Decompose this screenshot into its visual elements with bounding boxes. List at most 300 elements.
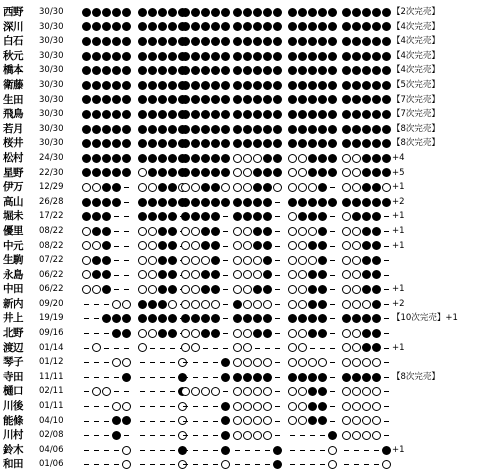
available-mark: [112, 300, 121, 309]
sold-out-mark: [122, 37, 131, 46]
no-slot-mark: [170, 464, 175, 465]
no-slot-mark: [160, 435, 165, 436]
available-mark: [308, 183, 317, 192]
sold-out-mark: [102, 125, 111, 134]
sold-out-mark: [308, 329, 317, 338]
sold-out-mark: [211, 110, 220, 119]
sold-out-mark: [138, 22, 147, 31]
no-slot-mark: [245, 450, 250, 451]
available-mark: [148, 227, 157, 236]
sold-out-mark: [122, 373, 131, 382]
sold-out-mark: [92, 110, 101, 119]
table-row: [0, 224, 480, 239]
available-mark: [92, 343, 101, 352]
table-row: [0, 209, 480, 224]
available-mark: [148, 285, 157, 294]
sold-out-mark: [253, 110, 262, 119]
available-mark: [82, 270, 91, 279]
sold-out-mark: [92, 256, 101, 265]
no-slot-mark: [160, 391, 165, 392]
sold-out-mark: [211, 52, 220, 61]
available-mark: [253, 402, 262, 411]
sold-out-mark: [342, 66, 351, 75]
sold-out-mark: [122, 81, 131, 90]
sold-out-mark: [211, 95, 220, 104]
sold-out-mark: [273, 168, 282, 177]
sold-out-mark: [92, 198, 101, 207]
no-slot-mark: [84, 391, 89, 392]
sold-out-mark: [362, 81, 371, 90]
sold-count: 30/30: [39, 94, 64, 105]
table-row: [0, 457, 480, 472]
sold-out-mark: [92, 37, 101, 46]
sold-out-mark: [168, 66, 177, 75]
sold-out-mark: [318, 314, 327, 323]
sold-out-mark: [352, 110, 361, 119]
available-mark: [342, 300, 351, 309]
sold-out-mark: [102, 52, 111, 61]
sold-out-mark: [372, 198, 381, 207]
sold-out-mark: [201, 37, 210, 46]
no-slot-mark: [344, 450, 349, 451]
sold-out-mark: [263, 227, 272, 236]
sold-out-mark: [273, 8, 282, 17]
no-slot-mark: [94, 304, 99, 305]
sold-out-mark: [191, 125, 200, 134]
sold-out-mark: [122, 8, 131, 17]
sold-out-mark: [112, 66, 121, 75]
sold-out-mark: [233, 110, 242, 119]
sold-out-mark: [328, 8, 337, 17]
member-name: 寺田: [3, 370, 23, 383]
sold-out-mark: [342, 314, 351, 323]
sold-out-mark: [181, 81, 190, 90]
sold-out-mark: [191, 66, 200, 75]
sold-out-mark: [288, 125, 297, 134]
sold-out-mark: [92, 22, 101, 31]
sold-out-mark: [298, 81, 307, 90]
sold-out-mark: [82, 81, 91, 90]
sold-out-mark: [122, 125, 131, 134]
available-mark: [288, 154, 297, 163]
sold-out-mark: [168, 270, 177, 279]
sold-out-mark: [372, 154, 381, 163]
no-slot-mark: [255, 464, 260, 465]
sold-out-mark: [362, 183, 371, 192]
sold-out-mark: [138, 154, 147, 163]
sold-count: 04/10: [39, 415, 64, 426]
no-slot-mark: [114, 275, 119, 276]
member-name: 伊万: [3, 181, 23, 194]
sold-out-mark: [362, 241, 371, 250]
sold-out-mark: [82, 95, 91, 104]
available-mark: [243, 343, 252, 352]
available-mark: [352, 183, 361, 192]
sold-out-mark: [112, 329, 121, 338]
available-mark: [288, 241, 297, 250]
sold-out-mark: [362, 110, 371, 119]
status-note: +2: [392, 298, 405, 309]
sold-out-mark: [263, 241, 272, 250]
available-mark: [342, 431, 351, 440]
no-slot-mark: [275, 377, 280, 378]
no-slot-mark: [223, 391, 228, 392]
sold-out-mark: [191, 314, 200, 323]
sold-out-mark: [102, 168, 111, 177]
available-mark: [191, 256, 200, 265]
no-slot-mark: [213, 464, 218, 465]
sold-out-mark: [243, 37, 252, 46]
sold-out-mark: [318, 168, 327, 177]
sold-out-mark: [221, 402, 230, 411]
no-slot-mark: [84, 304, 89, 305]
sold-out-mark: [221, 110, 230, 119]
available-mark: [233, 402, 242, 411]
table-row: [0, 195, 480, 210]
available-mark: [288, 256, 297, 265]
sold-out-mark: [138, 125, 147, 134]
available-mark: [298, 343, 307, 352]
available-mark: [148, 270, 157, 279]
sold-out-mark: [122, 329, 131, 338]
available-mark: [342, 416, 351, 425]
sold-out-mark: [158, 183, 167, 192]
available-mark: [191, 285, 200, 294]
no-slot-mark: [84, 333, 89, 334]
available-mark: [352, 329, 361, 338]
sold-out-mark: [328, 22, 337, 31]
sold-out-mark: [298, 212, 307, 221]
sold-out-mark: [362, 373, 371, 382]
sold-out-mark: [273, 95, 282, 104]
status-note: 【8次完売】: [392, 138, 440, 149]
sold-out-mark: [148, 168, 157, 177]
sold-out-mark: [148, 125, 157, 134]
sold-out-mark: [342, 22, 351, 31]
no-slot-mark: [84, 318, 89, 319]
sold-out-mark: [221, 139, 230, 148]
sold-count: 19/19: [39, 313, 64, 324]
sold-out-mark: [318, 416, 327, 425]
no-slot-mark: [310, 435, 315, 436]
sold-out-mark: [168, 95, 177, 104]
available-mark: [298, 256, 307, 265]
no-slot-mark: [213, 421, 218, 422]
no-slot-mark: [275, 231, 280, 232]
no-slot-mark: [275, 289, 280, 290]
sold-out-mark: [158, 95, 167, 104]
sold-out-mark: [122, 314, 131, 323]
available-mark: [233, 256, 242, 265]
sold-out-mark: [191, 52, 200, 61]
available-mark: [181, 285, 190, 294]
sold-count: 07/22: [39, 255, 64, 266]
no-slot-mark: [94, 421, 99, 422]
status-note: 【5次完売】: [392, 79, 440, 90]
sold-out-mark: [112, 139, 121, 148]
sold-out-mark: [243, 314, 252, 323]
available-mark: [352, 154, 361, 163]
sold-out-mark: [318, 183, 327, 192]
available-mark: [342, 168, 351, 177]
sold-out-mark: [158, 52, 167, 61]
status-note: 【8次完売】: [392, 371, 440, 382]
sold-out-mark: [298, 139, 307, 148]
sold-out-mark: [362, 37, 371, 46]
sold-out-mark: [201, 314, 210, 323]
sold-out-mark: [221, 198, 230, 207]
sold-out-mark: [372, 314, 381, 323]
sold-out-mark: [342, 95, 351, 104]
no-slot-mark: [140, 377, 145, 378]
sold-out-mark: [211, 154, 220, 163]
available-mark: [342, 241, 351, 250]
available-mark: [211, 387, 220, 396]
sold-out-mark: [82, 154, 91, 163]
no-slot-mark: [245, 464, 250, 465]
status-note: +1: [392, 182, 405, 193]
no-slot-mark: [223, 333, 228, 334]
sold-out-mark: [112, 37, 121, 46]
sold-out-mark: [168, 314, 177, 323]
no-slot-mark: [94, 333, 99, 334]
available-mark: [138, 329, 147, 338]
sold-out-mark: [263, 66, 272, 75]
sold-count: 24/30: [39, 152, 64, 163]
no-slot-mark: [114, 377, 119, 378]
sold-out-mark: [92, 154, 101, 163]
no-slot-mark: [183, 406, 188, 407]
available-mark: [148, 183, 157, 192]
sold-count: 08/22: [39, 240, 64, 251]
sold-out-mark: [362, 154, 371, 163]
sold-out-mark: [362, 168, 371, 177]
sold-out-mark: [201, 198, 210, 207]
sold-out-mark: [253, 285, 262, 294]
sold-out-mark: [308, 402, 317, 411]
sold-out-mark: [221, 37, 230, 46]
sold-out-mark: [253, 241, 262, 250]
sold-out-mark: [382, 168, 391, 177]
table-row: [0, 428, 480, 443]
no-slot-mark: [300, 464, 305, 465]
no-slot-mark: [104, 435, 109, 436]
sold-out-mark: [82, 198, 91, 207]
sold-out-mark: [352, 95, 361, 104]
sold-out-mark: [191, 212, 200, 221]
available-mark: [328, 446, 337, 455]
sold-out-mark: [308, 95, 317, 104]
sold-out-mark: [168, 154, 177, 163]
no-slot-mark: [193, 450, 198, 451]
available-mark: [352, 431, 361, 440]
sold-out-mark: [158, 198, 167, 207]
available-mark: [298, 416, 307, 425]
sold-out-mark: [122, 110, 131, 119]
no-slot-mark: [384, 391, 389, 392]
sold-out-mark: [342, 373, 351, 382]
sold-out-mark: [288, 314, 297, 323]
sold-out-mark: [201, 227, 210, 236]
sold-out-mark: [122, 66, 131, 75]
sold-out-mark: [148, 95, 157, 104]
no-slot-mark: [124, 275, 129, 276]
no-slot-mark: [203, 464, 208, 465]
available-mark: [112, 358, 121, 367]
sold-out-mark: [372, 139, 381, 148]
sold-out-mark: [308, 270, 317, 279]
sold-count: 01/14: [39, 342, 64, 353]
sold-out-mark: [372, 81, 381, 90]
sold-out-mark: [308, 198, 317, 207]
available-mark: [253, 256, 262, 265]
member-name: 高山: [3, 195, 23, 208]
sold-out-mark: [273, 125, 282, 134]
no-slot-mark: [183, 450, 188, 451]
sold-out-mark: [191, 22, 200, 31]
sold-out-mark: [211, 66, 220, 75]
available-mark: [342, 227, 351, 236]
sold-out-mark: [318, 22, 327, 31]
sold-out-mark: [102, 183, 111, 192]
member-name: 飛鳥: [3, 108, 23, 121]
sold-out-mark: [318, 270, 327, 279]
sold-out-mark: [273, 81, 282, 90]
sold-out-mark: [318, 402, 327, 411]
member-name: 衛藤: [3, 78, 23, 91]
sold-out-mark: [288, 52, 297, 61]
available-mark: [263, 300, 272, 309]
sold-count: 30/30: [39, 109, 64, 120]
sold-out-mark: [372, 241, 381, 250]
sold-out-mark: [112, 52, 121, 61]
sold-out-mark: [372, 373, 381, 382]
available-mark: [298, 270, 307, 279]
sold-out-mark: [221, 358, 230, 367]
available-mark: [382, 183, 391, 192]
sold-out-mark: [201, 212, 210, 221]
sold-out-mark: [102, 212, 111, 221]
status-note: 【4次完売】: [392, 36, 440, 47]
available-mark: [308, 358, 317, 367]
available-mark: [352, 270, 361, 279]
sold-out-mark: [221, 52, 230, 61]
sold-out-mark: [221, 8, 230, 17]
sold-out-mark: [273, 66, 282, 75]
sold-out-mark: [362, 314, 371, 323]
sold-out-mark: [253, 373, 262, 382]
available-mark: [288, 416, 297, 425]
available-mark: [372, 416, 381, 425]
no-slot-mark: [193, 464, 198, 465]
available-mark: [288, 183, 297, 192]
sold-out-mark: [253, 22, 262, 31]
sold-out-mark: [263, 270, 272, 279]
sold-out-mark: [102, 241, 111, 250]
no-slot-mark: [374, 450, 379, 451]
sold-out-mark: [288, 8, 297, 17]
sold-out-mark: [233, 95, 242, 104]
no-slot-mark: [104, 464, 109, 465]
sold-out-mark: [382, 110, 391, 119]
no-slot-mark: [330, 231, 335, 232]
sold-count: 01/11: [39, 401, 64, 412]
member-name: 深川: [3, 20, 23, 33]
sold-out-mark: [342, 139, 351, 148]
available-mark: [318, 358, 327, 367]
no-slot-mark: [275, 216, 280, 217]
no-slot-mark: [104, 421, 109, 422]
sold-out-mark: [112, 8, 121, 17]
available-mark: [253, 154, 262, 163]
available-mark: [122, 300, 131, 309]
no-slot-mark: [275, 362, 280, 363]
no-slot-mark: [124, 202, 129, 203]
no-slot-mark: [84, 421, 89, 422]
sold-out-mark: [181, 198, 190, 207]
sold-out-mark: [372, 300, 381, 309]
sold-out-mark: [263, 139, 272, 148]
no-slot-mark: [203, 348, 208, 349]
sold-out-mark: [168, 256, 177, 265]
no-slot-mark: [275, 202, 280, 203]
sold-out-mark: [328, 52, 337, 61]
sold-out-mark: [102, 314, 111, 323]
available-mark: [342, 154, 351, 163]
available-mark: [298, 329, 307, 338]
sold-out-mark: [253, 37, 262, 46]
member-name: 渡辺: [3, 341, 23, 354]
sold-out-mark: [318, 256, 327, 265]
sold-out-mark: [221, 125, 230, 134]
sold-count: 01/12: [39, 357, 64, 368]
available-mark: [181, 343, 190, 352]
sold-out-mark: [318, 154, 327, 163]
available-mark: [243, 241, 252, 250]
no-slot-mark: [84, 348, 89, 349]
table-row: [0, 355, 480, 370]
member-name: 北野: [3, 327, 23, 340]
no-slot-mark: [275, 435, 280, 436]
no-slot-mark: [320, 450, 325, 451]
sold-out-mark: [233, 37, 242, 46]
member-name: 橋本: [3, 64, 23, 77]
member-name: 能條: [3, 414, 23, 427]
sold-out-mark: [342, 198, 351, 207]
sold-out-mark: [362, 329, 371, 338]
sold-out-mark: [318, 198, 327, 207]
sold-out-mark: [253, 66, 262, 75]
status-note: +1: [392, 225, 405, 236]
sold-out-mark: [233, 52, 242, 61]
no-slot-mark: [330, 275, 335, 276]
available-mark: [362, 358, 371, 367]
sold-out-mark: [318, 373, 327, 382]
no-slot-mark: [384, 333, 389, 334]
no-slot-mark: [84, 406, 89, 407]
sold-count: 30/30: [39, 50, 64, 61]
sold-out-mark: [158, 227, 167, 236]
available-mark: [288, 270, 297, 279]
sold-out-mark: [352, 125, 361, 134]
sold-out-mark: [308, 212, 317, 221]
sold-out-mark: [253, 198, 262, 207]
no-slot-mark: [320, 435, 325, 436]
sold-out-mark: [138, 81, 147, 90]
available-mark: [138, 285, 147, 294]
sold-out-mark: [288, 139, 297, 148]
sold-out-mark: [243, 52, 252, 61]
